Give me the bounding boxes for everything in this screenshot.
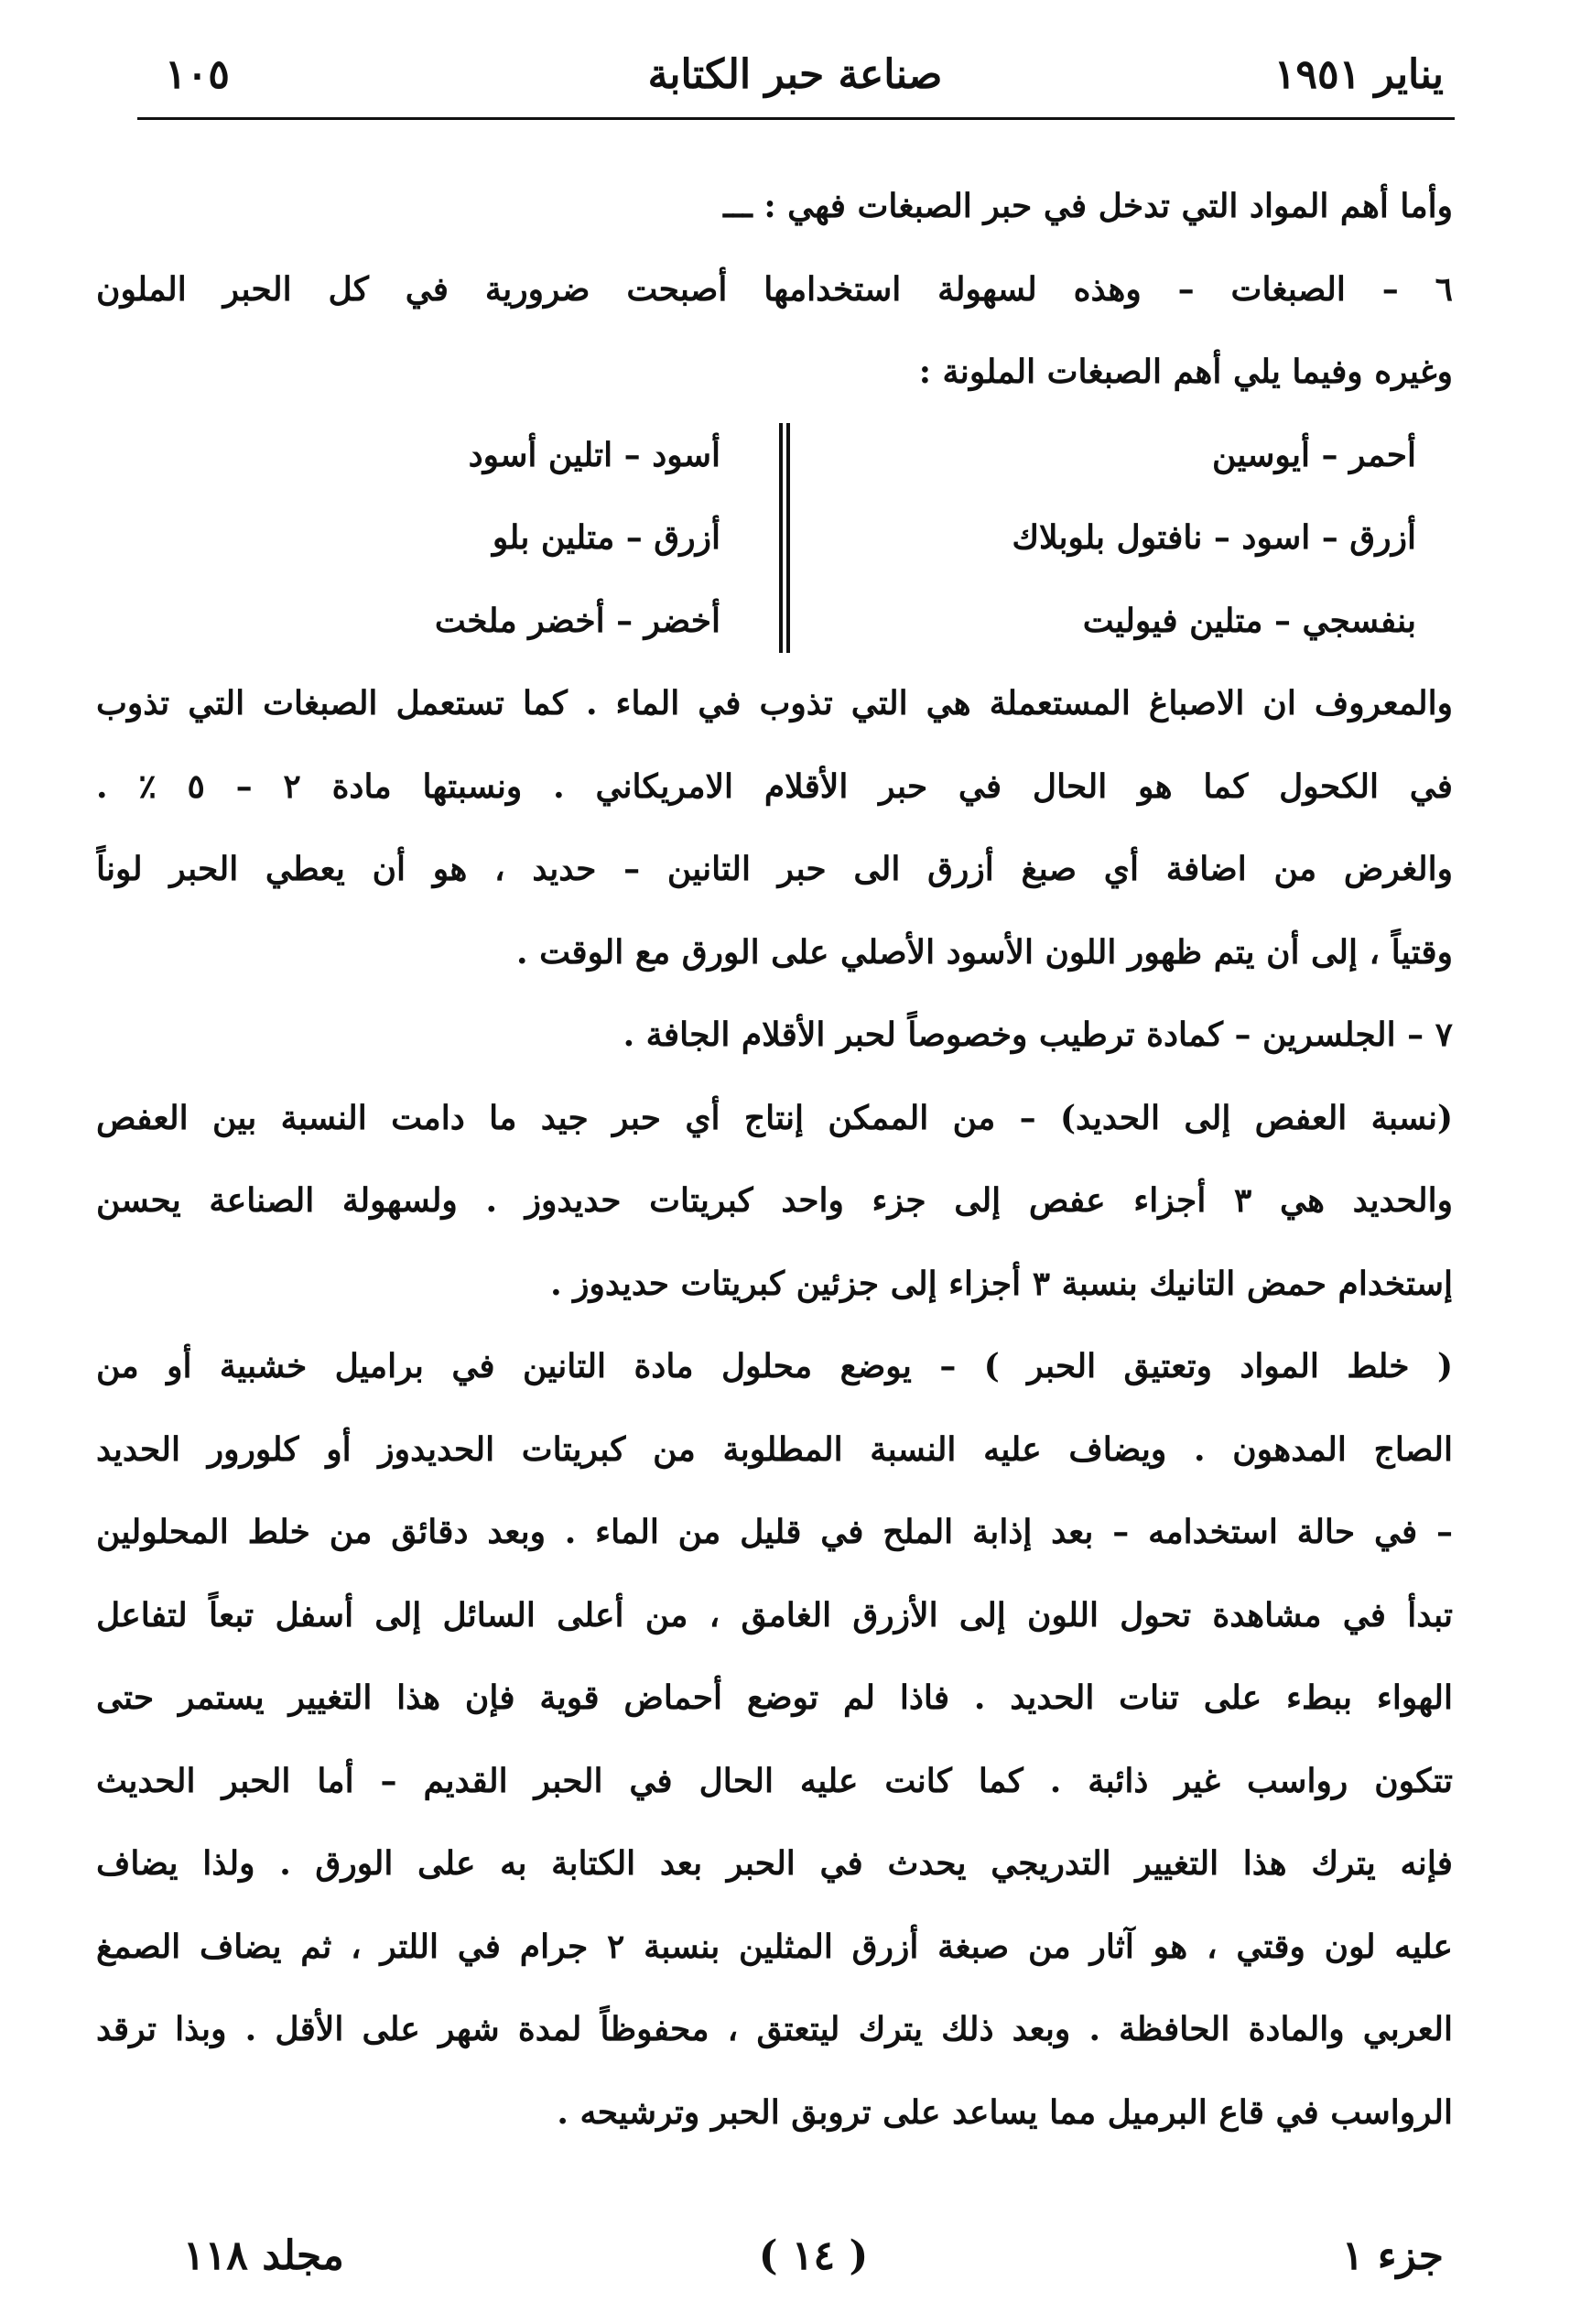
text-line: والمعروف ان الاصباغ المستعملة هي التي تذوب في الماء . كما تستعمل الصبغات التي تذوب <box>96 684 1453 722</box>
running-title: صناعة حبر الكتابة <box>647 51 943 98</box>
text-line: – في حالة استخدامه – بعد إذابة الملح في قليل من الماء . وبعد دقائق من خلط المحلولين <box>96 1513 1453 1551</box>
text-line: والغرض من اضافة أي صبغ أزرق الى حبر التانين – حديد ، هو أن يعطي الحبر لوناً <box>96 850 1453 888</box>
text-line: (نسبة العفص إلى الحديد) – من الممكن إنتاج أي حبر جيد ما دامت النسبة بين العفص <box>96 1098 1453 1137</box>
text-line: ٦ – الصبغات – وهذه لسهولة استخدامها أصبحت ضرورية في كل الحبر الملون <box>96 269 1453 309</box>
color-entry: أخضر – أخضر ملخت <box>434 601 720 640</box>
color-entry: بنفسجي – متلين فيوليت <box>1082 601 1416 640</box>
text-line: والحديد هي ٣ أجزاء عفص إلى جزء واحد كبريتات حديدوز . ولسهولة الصناعة يحسن <box>96 1181 1453 1220</box>
part-label: جزء ١ <box>1341 2232 1444 2279</box>
color-entry: أزرق – متلين بلو <box>492 518 720 557</box>
text-line: في الكحول كما هو الحال في حبر الأقلام الامريكاني . ونسبتها مادة ٢ – ٥ ٪ . <box>96 766 1453 806</box>
text-line: الرواسب في قاع البرميل مما يساعد على تروبق الحبر وترشيحه . <box>557 2092 1453 2132</box>
text-line: وغيره وفيما يلي أهم الصبغات الملونة : <box>918 353 1453 391</box>
text-line: تبدأ في مشاهدة تحول اللون إلى الأزرق الغامق ، من أعلى السائل إلى أسفل تبعاً لتفاعل <box>96 1595 1453 1634</box>
page-number: ١٠٥ <box>165 51 230 98</box>
double-column-divider <box>775 423 792 654</box>
color-entry: أسود – اتلين أسود <box>468 435 720 474</box>
page-footer <box>183 2232 1444 2297</box>
text-line: وقتياً ، إلى أن يتم ظهور اللون الأسود الأصلي على الورق مع الوقت . <box>516 932 1453 972</box>
header-rule <box>137 117 1455 120</box>
text-line: عليه لون وقتي ، هو آثار من صبغة أزرق المثلين بنسبة ٢ جرام في اللتر ، ثم يضاف الصمغ <box>96 1927 1453 1966</box>
color-entry: أحمر – أيوسين <box>1211 435 1416 474</box>
dye-colors-table <box>96 414 1453 663</box>
text-line: الهواء ببطء على تنات الحديد . فاذا لم توضع أحماض قوية فإن هذا التغيير يستمر حتى <box>96 1678 1453 1717</box>
text-line: ( خلط المواد وتعتيق الحبر ) – يوضع محلول مادة التانين في براميل خشبية أو من <box>96 1347 1453 1385</box>
article-body <box>96 165 1453 2154</box>
page-header <box>146 44 1444 117</box>
issue-number: ( ١٤ ) <box>758 2232 869 2279</box>
text-line: وأما أهم المواد التي تدخل في حبر الصبغات فهي : ـــ <box>723 187 1453 225</box>
text-line: الصاج المدهون . ويضاف عليه النسبة المطلوبة من كبريتات الحديدوز أو كلورور الحديد <box>96 1429 1453 1469</box>
volume-label: مجلد ١١٨ <box>183 2232 344 2279</box>
text-line: ٧ – الجلسرين – كمادة ترطيب وخصوصاً لحبر الأقلام الجافة . <box>623 1015 1453 1054</box>
issue-date: يناير ١٩٥١ <box>1273 51 1444 98</box>
text-line: فإنه يترك هذا التغيير التدريجي يحدث في الحبر بعد الكتابة به على الورق . ولذا يضاف <box>96 1844 1453 1883</box>
text-line: إستخدام حمض التانيك بنسبة ٣ أجزاء إلى جزئين كبريتات حديدوز . <box>550 1264 1453 1303</box>
colors-column-left <box>96 414 775 663</box>
colors-column-right <box>792 414 1453 663</box>
color-entry: أزرق – اسود – نافتول بلوبلاك <box>1012 518 1416 557</box>
text-line: العربي والمادة الحافظة . وبعد ذلك يترك ليتعتق ، محفوظاً لمدة شهر على الأقل . وبذا ترقد <box>96 2010 1453 2048</box>
text-line: تتكون رواسب غير ذائبة . كما كانت عليه الحال في الحبر القديم – أما الحبر الحديث <box>96 1761 1453 1800</box>
